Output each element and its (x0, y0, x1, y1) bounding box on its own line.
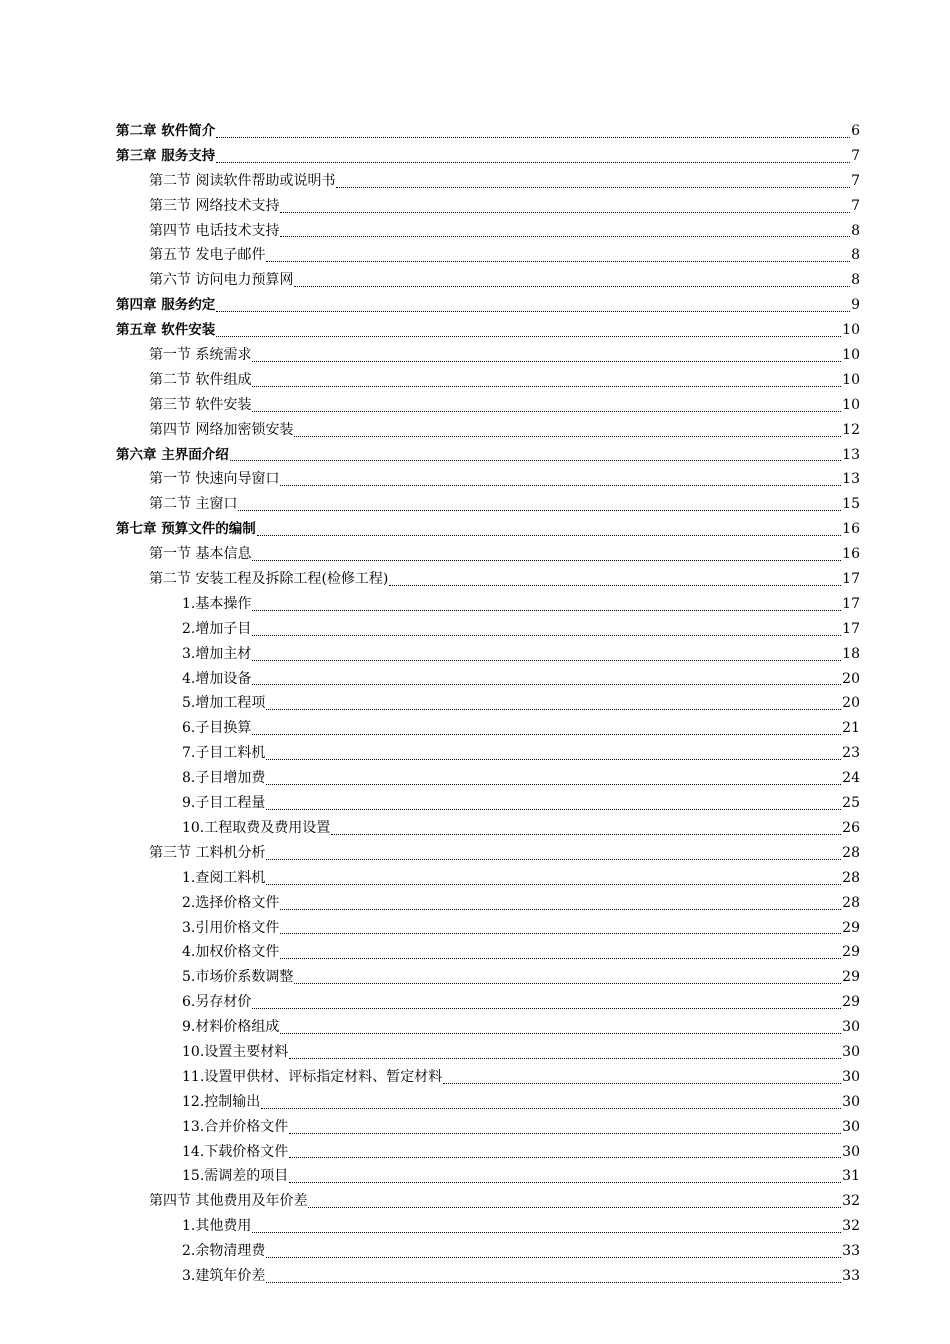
dot-leader (252, 609, 841, 611)
toc-entry-title: 5.市场价系数调整 (182, 969, 294, 986)
dot-leader (266, 783, 841, 785)
toc-page-number: 17 (842, 571, 860, 588)
dot-leader (252, 1007, 841, 1009)
dot-leader (294, 285, 850, 287)
toc-section-entry[interactable] (116, 368, 860, 393)
toc-subsection-entry[interactable] (116, 1090, 860, 1115)
toc-entry-title: 1.查阅工料机 (182, 869, 266, 886)
toc-section-entry[interactable] (116, 393, 860, 418)
toc-chapter-entry[interactable] (116, 318, 860, 343)
toc-page-number: 28 (842, 894, 860, 911)
dot-leader (289, 1057, 841, 1059)
toc-page-number: 30 (842, 1118, 860, 1135)
toc-page-number: 26 (842, 819, 860, 836)
toc-page-number: 28 (842, 844, 860, 861)
toc-entry-title: 2.增加子目 (182, 620, 252, 637)
toc-entry-title: 第四节 网络加密锁安装 (149, 421, 294, 438)
toc-entry-title: 第二节 主窗口 (149, 496, 238, 513)
dot-leader (252, 659, 841, 661)
dot-leader (266, 808, 841, 810)
toc-subsection-entry[interactable] (116, 965, 860, 990)
toc-entry-title: 3.建筑年价差 (182, 1267, 266, 1284)
toc-entry-title: 3.增加主材 (182, 645, 252, 662)
toc-subsection-entry[interactable] (116, 916, 860, 941)
dot-leader (266, 758, 841, 760)
toc-entry-title: 11.设置甲供材、评标指定材料、暂定材料 (182, 1068, 443, 1085)
dot-leader (230, 459, 841, 461)
toc-chapter-entry[interactable] (116, 293, 860, 318)
dot-leader (252, 410, 841, 412)
toc-entry-title: 第四章 服务约定 (116, 297, 216, 314)
toc-subsection-entry[interactable] (116, 766, 860, 791)
toc-page-number: 15 (842, 496, 860, 513)
dot-leader (443, 1082, 841, 1084)
toc-entry-title: 1.基本操作 (182, 595, 252, 612)
toc-subsection-entry[interactable] (116, 1040, 860, 1065)
toc-section-entry[interactable] (116, 194, 860, 219)
dot-leader (280, 932, 841, 934)
toc-page-number: 30 (842, 1093, 860, 1110)
toc-page-number: 29 (842, 969, 860, 986)
toc-page-number: 30 (842, 1019, 860, 1036)
toc-subsection-entry[interactable] (116, 891, 860, 916)
toc-page-number: 20 (842, 670, 860, 687)
toc-entry-title: 第一节 快速向导窗口 (149, 471, 280, 488)
toc-entry-title: 2.选择价格文件 (182, 894, 280, 911)
toc-chapter-entry[interactable] (116, 144, 860, 169)
dot-leader (289, 1181, 841, 1183)
toc-page-number: 8 (851, 222, 860, 239)
toc-subsection-entry[interactable] (116, 1115, 860, 1140)
toc-subsection-entry[interactable] (116, 667, 860, 692)
toc-entry-title: 第六节 访问电力预算网 (149, 272, 294, 289)
toc-entry-title: 2.余物清理费 (182, 1243, 266, 1260)
toc-subsection-entry[interactable] (116, 1239, 860, 1264)
toc-page-number: 31 (842, 1168, 860, 1185)
toc-section-entry[interactable] (116, 467, 860, 492)
toc-page-number: 24 (842, 770, 860, 787)
toc-entry-title: 第四节 电话技术支持 (149, 222, 280, 239)
toc-page-number: 18 (842, 645, 860, 662)
toc-entry-title: 1.其他费用 (182, 1218, 252, 1235)
toc-entry-title: 4.加权价格文件 (182, 944, 280, 961)
toc-chapter-entry[interactable] (116, 517, 860, 542)
toc-page-number: 7 (851, 147, 860, 164)
dot-leader (336, 186, 850, 188)
toc-chapter-entry[interactable] (116, 119, 860, 144)
toc-section-entry[interactable] (116, 343, 860, 368)
toc-page-number: 20 (842, 695, 860, 712)
toc-entry-title: 9.材料价格组成 (182, 1019, 280, 1036)
toc-subsection-entry[interactable] (116, 642, 860, 667)
dot-leader (261, 1107, 841, 1109)
dot-leader (280, 957, 841, 959)
toc-page-number: 13 (842, 471, 860, 488)
dot-leader (266, 883, 841, 885)
toc-page-number: 12 (842, 421, 860, 438)
toc-entry-title: 12.控制输出 (182, 1093, 261, 1110)
toc-subsection-entry[interactable] (116, 791, 860, 816)
toc-subsection-entry[interactable] (116, 940, 860, 965)
dot-leader (216, 161, 850, 163)
toc-entry-title: 第二章 软件简介 (116, 123, 216, 139)
dot-leader (266, 1256, 841, 1258)
toc-entry-title: 第一节 基本信息 (149, 546, 252, 563)
toc-page-number: 17 (842, 620, 860, 637)
toc-subsection-entry[interactable] (116, 990, 860, 1015)
toc-page-number: 28 (842, 869, 860, 886)
toc-entry-title: 6.子目换算 (182, 720, 252, 737)
toc-subsection-entry[interactable] (116, 866, 860, 891)
toc-page-number: 16 (842, 546, 860, 563)
toc-subsection-entry[interactable] (116, 1164, 860, 1189)
toc-page-number: 21 (842, 720, 860, 737)
toc-subsection-entry[interactable] (116, 1140, 860, 1165)
toc-page-number: 8 (851, 247, 860, 264)
toc-entry-title: 第五节 发电子邮件 (149, 247, 266, 264)
dot-leader (280, 484, 841, 486)
dot-leader (294, 982, 841, 984)
toc-page-number: 7 (851, 172, 860, 189)
dot-leader (252, 1231, 841, 1233)
toc-page-number: 29 (842, 919, 860, 936)
toc-entry-title: 6.另存材价 (182, 994, 252, 1011)
toc-subsection-entry[interactable] (116, 816, 860, 841)
dot-leader (280, 1032, 841, 1034)
toc-subsection-entry[interactable] (116, 592, 860, 617)
toc-entry-title: 13.合并价格文件 (182, 1118, 289, 1135)
dot-leader (389, 584, 841, 586)
toc-entry-title: 第六章 主界面介绍 (116, 446, 229, 463)
toc-subsection-entry[interactable] (116, 741, 860, 766)
toc-section-entry[interactable] (116, 243, 860, 268)
toc-subsection-entry[interactable] (116, 617, 860, 642)
dot-leader (252, 559, 841, 561)
toc-section-entry[interactable] (116, 542, 860, 567)
toc-entry-title: 7.子目工料机 (182, 745, 266, 762)
dot-leader (257, 534, 841, 536)
toc-subsection-entry[interactable] (116, 1015, 860, 1040)
toc-subsection-entry[interactable] (116, 1264, 860, 1289)
dot-leader (216, 136, 850, 138)
toc-chapter-entry[interactable] (116, 443, 860, 468)
dot-leader (266, 858, 841, 860)
toc-page-number: 13 (842, 446, 860, 463)
toc-page-number: 29 (842, 994, 860, 1011)
toc-page-number: 6 (851, 123, 860, 139)
toc-section-entry[interactable] (116, 268, 860, 293)
dot-leader (252, 385, 841, 387)
toc-entry-title: 第五章 软件安装 (116, 322, 216, 339)
toc-page-number: 30 (842, 1043, 860, 1060)
toc-entry-title: 第三节 工料机分析 (149, 844, 266, 861)
dot-leader (252, 634, 841, 636)
toc-section-entry[interactable] (116, 492, 860, 517)
toc-entry-title: 第一节 系统需求 (149, 347, 252, 364)
toc-section-entry[interactable] (116, 841, 860, 866)
toc-page-number: 17 (842, 595, 860, 612)
toc-page-number: 10 (842, 322, 860, 339)
toc-page-number: 10 (842, 371, 860, 388)
toc-page-number: 30 (842, 1068, 860, 1085)
toc-section-entry[interactable] (116, 567, 860, 592)
toc-subsection-entry[interactable] (116, 1065, 860, 1090)
toc-entry-title: 第三节 软件安装 (149, 396, 252, 413)
toc-entry-title: 第七章 预算文件的编制 (116, 521, 256, 538)
toc-entry-title: 5.增加工程项 (182, 695, 266, 712)
toc-entry-title: 10.工程取费及费用设置 (182, 819, 331, 836)
toc-page-number: 16 (842, 521, 860, 538)
toc-page-number: 8 (851, 272, 860, 289)
toc-entry-title: 第二节 阅读软件帮助或说明书 (149, 172, 336, 189)
toc-section-entry[interactable] (116, 1189, 860, 1214)
toc-entry-title: 第三章 服务支持 (116, 147, 216, 164)
toc-page-number: 10 (842, 396, 860, 413)
toc-page-number: 7 (851, 197, 860, 214)
toc-page-number: 10 (842, 347, 860, 364)
toc-entry-title: 9.子目工程量 (182, 795, 266, 812)
toc-entry-title: 4.增加设备 (182, 670, 252, 687)
dot-leader (216, 310, 850, 312)
dot-leader (266, 260, 850, 262)
toc-page-number: 9 (851, 297, 860, 314)
toc-entry-title: 14.下载价格文件 (182, 1143, 289, 1160)
table-of-contents (116, 119, 860, 1289)
toc-entry-title: 第二节 安装工程及拆除工程(检修工程) (149, 571, 389, 588)
dot-leader (252, 733, 841, 735)
dot-leader (280, 235, 850, 237)
dot-leader (289, 1156, 841, 1158)
dot-leader (294, 435, 841, 437)
toc-page-number: 33 (842, 1243, 860, 1260)
toc-page-number: 32 (842, 1193, 860, 1210)
dot-leader (266, 1281, 841, 1283)
toc-page-number: 29 (842, 944, 860, 961)
dot-leader (331, 833, 841, 835)
dot-leader (289, 1132, 841, 1134)
toc-page-number: 33 (842, 1267, 860, 1284)
toc-section-entry[interactable] (116, 418, 860, 443)
toc-page-number: 32 (842, 1218, 860, 1235)
dot-leader (280, 908, 841, 910)
toc-entry-title: 第四节 其他费用及年价差 (149, 1193, 308, 1210)
toc-entry-title: 3.引用价格文件 (182, 919, 280, 936)
dot-leader (280, 211, 850, 213)
dot-leader (308, 1206, 841, 1208)
toc-section-entry[interactable] (116, 219, 860, 244)
toc-page-number: 30 (842, 1143, 860, 1160)
toc-entry-title: 10.设置主要材料 (182, 1043, 289, 1060)
toc-entry-title: 第三节 网络技术支持 (149, 197, 280, 214)
dot-leader (238, 509, 841, 511)
dot-leader (252, 360, 841, 362)
toc-page-number: 25 (842, 795, 860, 812)
dot-leader (252, 683, 841, 685)
toc-page-number: 23 (842, 745, 860, 762)
dot-leader (266, 708, 841, 710)
toc-subsection-entry[interactable] (116, 716, 860, 741)
toc-entry-title: 15.需调差的项目 (182, 1168, 289, 1185)
toc-entry-title: 8.子目增加费 (182, 770, 266, 787)
toc-subsection-entry[interactable] (116, 691, 860, 716)
dot-leader (216, 335, 841, 337)
toc-section-entry[interactable] (116, 169, 860, 194)
toc-entry-title: 第二节 软件组成 (149, 371, 252, 388)
toc-subsection-entry[interactable] (116, 1214, 860, 1239)
